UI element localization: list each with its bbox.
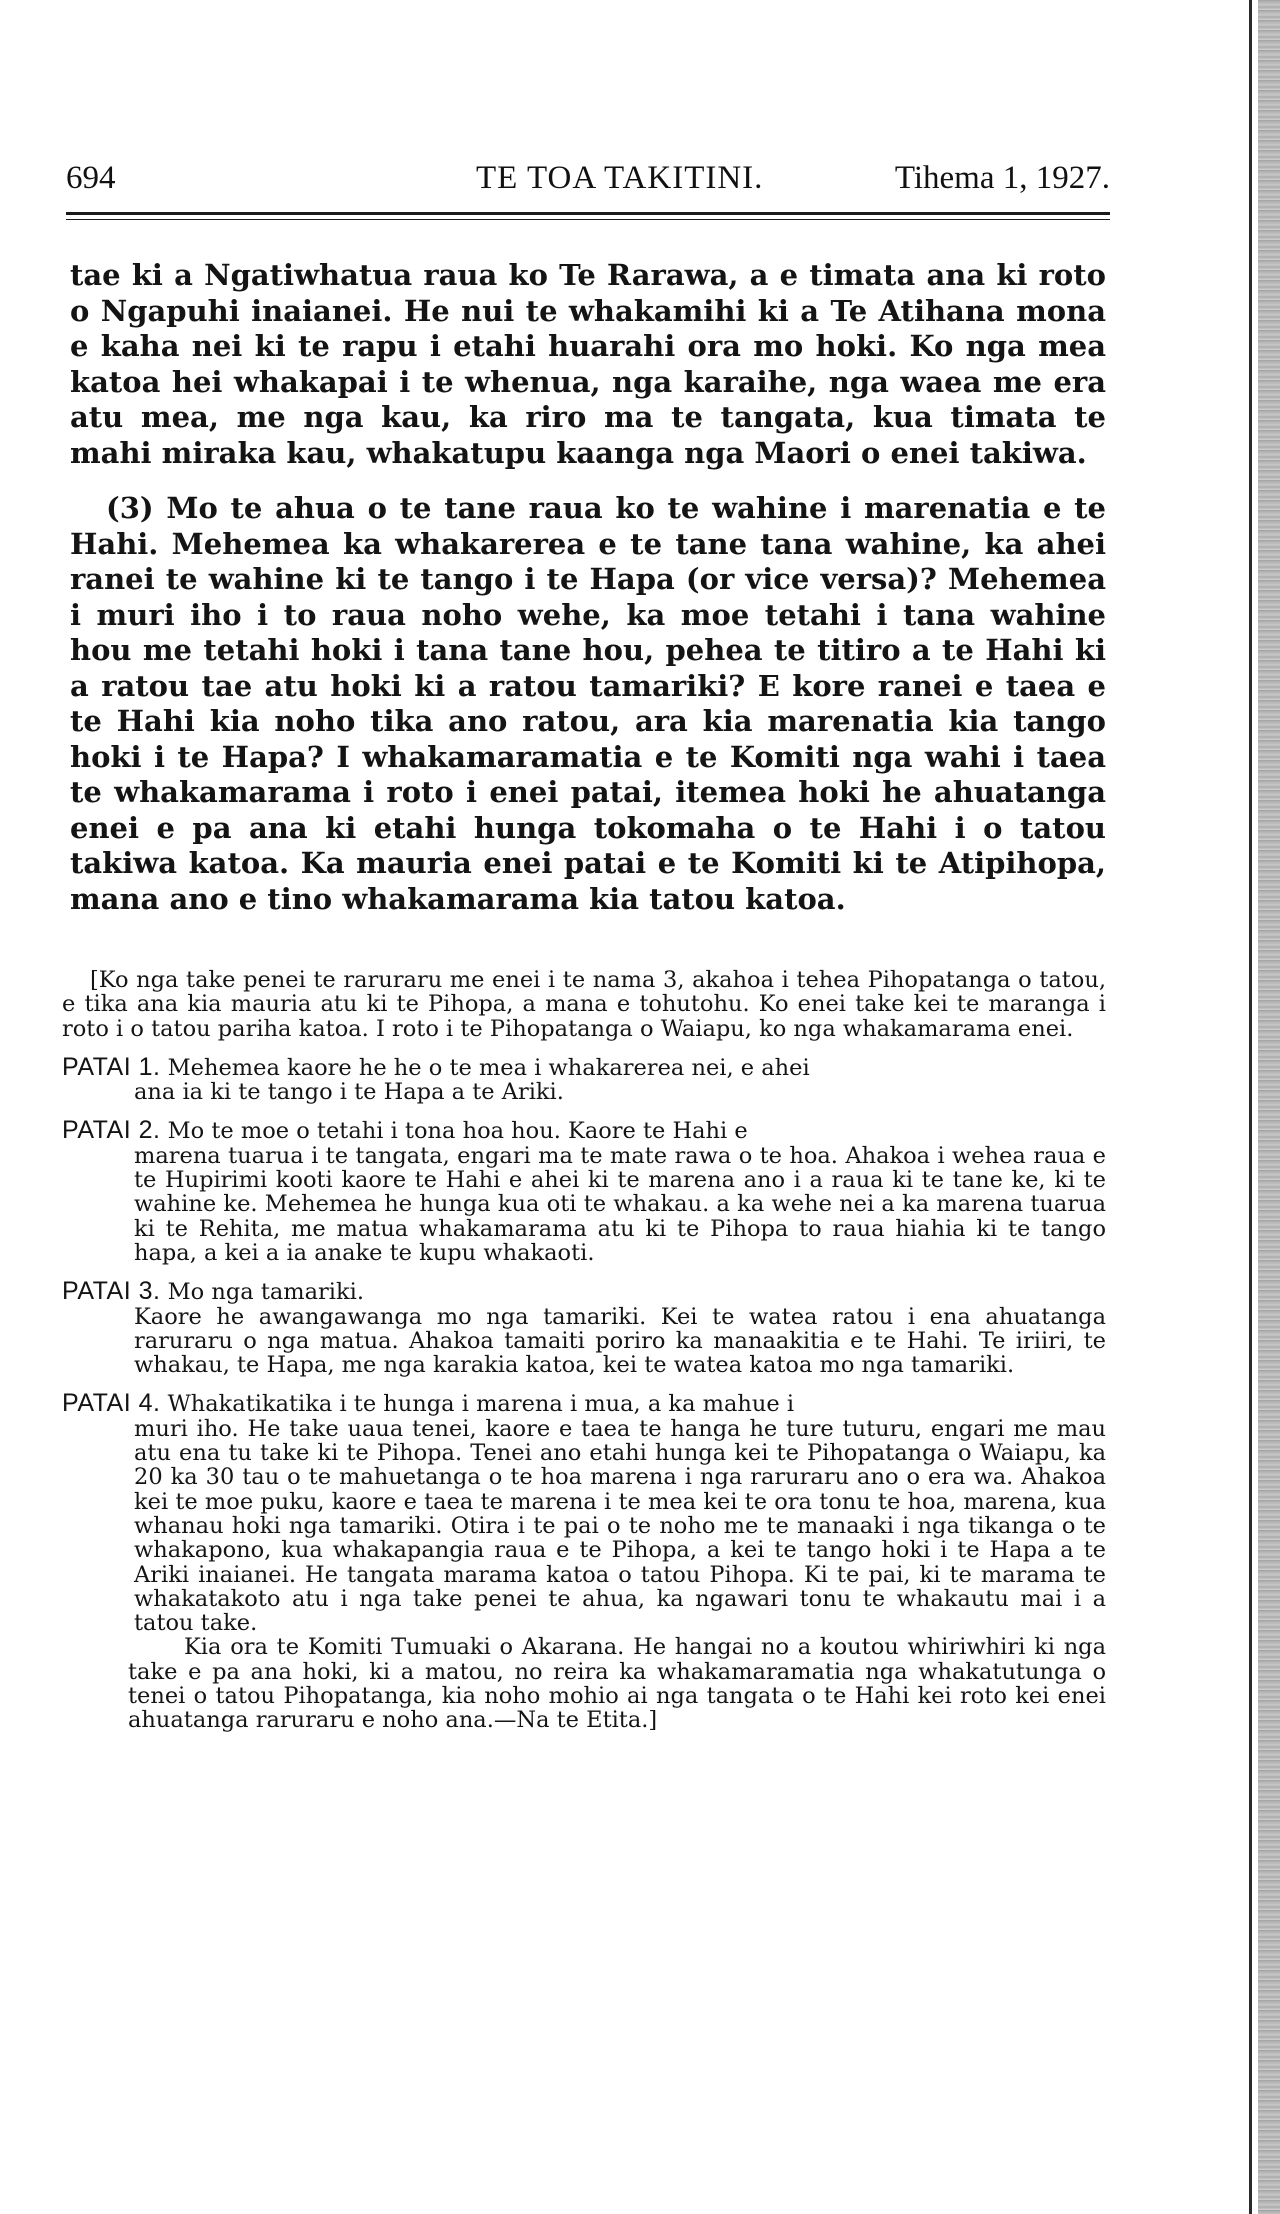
header-rule-thick xyxy=(66,212,1110,215)
page-header xyxy=(66,150,1110,200)
patai-first-line: Mo te moe o tetahi i tona hoa hou. Kaore te Hahi e xyxy=(167,1118,748,1145)
patai-first-line: Mo nga tamariki. xyxy=(167,1279,364,1306)
main-article xyxy=(70,258,1106,917)
patai-label: PATAI 4. xyxy=(62,1389,161,1418)
issue-date: Tihema 1, 1927. xyxy=(894,160,1110,196)
header-rule-thin xyxy=(66,219,1110,220)
scan-edge-strip xyxy=(1258,0,1280,2214)
paragraph-2: (3) Mo te ahua o te tane raua ko te wahine i marenatia e te Hahi. Mehemea ka whakarerea e te tane tana wahine, ka ahei ranei te wahine ki te tango i te Hapa (or vice versa)? Mehemea i muri iho i to raua noho wehe, ka moe tetahi i tana wahine hou me tetahi hoki i tana tane hou, pehea te titiro a te Hahi ki a ratou tae atu hoki ki a ratou tamariki? E kore ranei e taea e te Hahi kia noho tika ano ratou, ara kia marenatia kia tango hoki i te Hapa? I whakamaramatia e te Komiti nga wahi i taea te whakamarama i roto i enei patai, itemea hoki he ahuatanga enei e pa ana ki etahi hunga tokomaha o te Hahi i o tatou takiwa katoa. Ka mauria enei patai e te Komiti ki te Atipihopa, mana ano e tino whakamarama kia tatou katoa. xyxy=(70,491,1106,916)
patai-first-line: Whakatikatika i te hunga i marena i mua, a ka mahue i xyxy=(167,1391,795,1418)
publication-title: TE TOA TAKITINI. xyxy=(476,160,764,196)
patai-1 xyxy=(62,1052,1106,1106)
page-number: 694 xyxy=(66,160,116,196)
patai-body: ana ia ki te tango i te Hapa a te Ariki. xyxy=(134,1079,564,1106)
patai-first-line: Mehemea kaore he he o te mea i whakarerea nei, e ahei xyxy=(167,1054,810,1081)
patai-body: muri iho. He take uaua tenei, kaore e taea te hanga he ture tuturu, engari me mau atu ena tu take ki te Pihopa. Tenei ano etahi hunga kei te Pihopatanga o Waiapu, ka 20 ka 30 tau o te mahuetanga o te hoa marena i nga raruraru ano o era wa. Ahakoa kei te moe puku, kaore e taea te marena i te mea kei te ora tonu te hoa, marena, kua whanau hoki nga tamariki. Otira i te pai o te noho me te manaaki i nga tikanga o te whakapono, kua whakapangia raua e te Pihopa, a kei te tango hoki i te Hapa a te Ariki inaianei. He tangata marama katoa o tatou Pihopa. Ki te pai, ki te marama te whakatakoto atu i nga take penei te ahua, ka ngawari tonu te whakautu mai i a tatou take. xyxy=(134,1415,1106,1637)
patai-label: PATAI 2. xyxy=(62,1116,161,1145)
note-intro: [Ko nga take penei te raruraru me enei i te nama 3, akahoa i tehea Pihopatanga o tatou, e tika ana kia mauria atu ki te Pihopa, a mana e tohutohu. Ko enei take kei te maranga i roto i o tatou pariha katoa. I roto i te Pihopatanga o Waiapu, ko nga whakamarama enei. xyxy=(62,967,1106,1042)
patai-3 xyxy=(62,1279,1106,1377)
page-edge-line xyxy=(1249,0,1252,2214)
paragraph-1: tae ki a Ngatiwhatua raua ko Te Rarawa, a e timata ana ki roto o Ngapuhi inaianei. He nui te whakamihi ki a Te Atihana mona e kaha nei ki te rapu i etahi huarahi ora mo hoki. Ko nga mea katoa hei whakapai i te whenua, nga karaihe, nga waea me era atu mea, me nga kau, ka riro ma te tangata, kua timata te mahi miraka kau, whakatupu kaanga nga Maori o enei takiwa. xyxy=(70,258,1106,470)
patai-label: PATAI 3. xyxy=(62,1277,161,1306)
patai-label: PATAI 1. xyxy=(62,1052,161,1081)
patai-2 xyxy=(62,1118,1106,1265)
patai-4 xyxy=(62,1391,1106,1635)
note-closing: Kia ora te Komiti Tumuaki o Akarana. He hangai no a koutou whiriwhiri ki nga take e pa ana hoki, ki a matou, no reira ka whakamaramatia nga whakatutunga o tenei o tatou Pihopatanga, kia noho mohio ai nga tangata o te Hahi kei roto kei enei ahuatanga raruraru e noho ana.—Na te Etita.] xyxy=(128,1634,1106,1734)
editor-note xyxy=(62,968,1106,1733)
patai-body: marena tuarua i te tangata, engari ma te mate rawa o te hoa. Ahakoa i wehea raua e te Hupirimi kooti kaore te Hahi e ahei ki te marena ano i a raua ki te tane ke, ki te wahine ke. Mehemea he hunga kua oti te whakau. a ka wehe nei a ka marena tuarua ki te Rehita, me matua whakamarama atu ki te Pihopa to raua hiahia ki te tango hapa, a kei a ia anake te kupu whakaoti. xyxy=(134,1142,1106,1266)
patai-body: Kaore he awangawanga mo nga tamariki. Kei te watea ratou i ena ahuatanga raruraru o nga matua. Ahakoa tamaiti poriro ka manaakitia e te Hahi. Te iriiri, te whakau, te Hapa, me nga karakia katoa, kei te watea katoa mo nga tamariki. xyxy=(134,1303,1106,1379)
